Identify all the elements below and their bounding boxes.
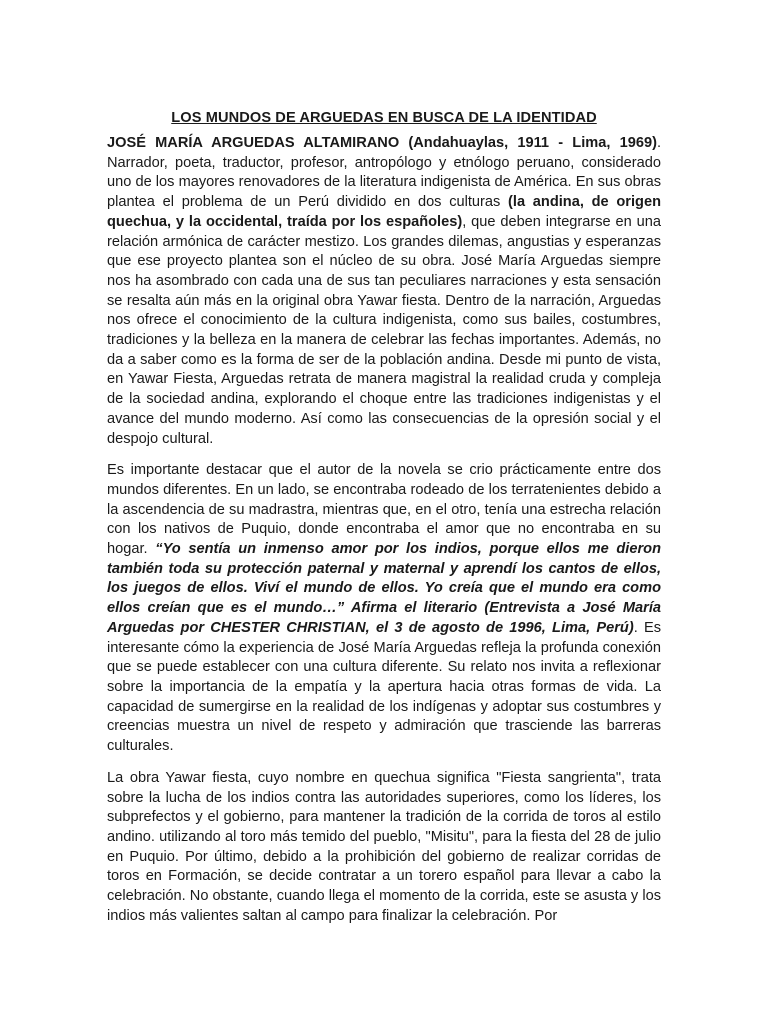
author-name: JOSÉ MARÍA ARGUEDAS ALTAMIRANO bbox=[107, 135, 400, 151]
paragraph-2-text-1: Es importante destacar que el autor de la novela se crio prácticamente entre dos mundos diferentes. En un lado, se encontraba rodeado de los terratenientes debido a la ascendencia de su madrastra, mientras que, en el otro, tenía una estrecha relación con los nativos de Puquio, donde encontraba el amor que no encontraba en su hogar. bbox=[107, 462, 661, 558]
paragraph-2-text-2: . Es interesante cómo la experiencia de José María Arguedas refleja la profunda conexión que se puede establecer con una cultura diferente. Su relato nos invita a reflexionar sobre la importancia de la empatía y la apertura hacia otras formas de vida. La capacidad de sumergirse en la realidad de los indígenas y adoptar sus costumbres y creencias muestra un nivel de respeto y admiración que trasciende las barreras culturales. bbox=[107, 619, 661, 755]
paragraph-1 bbox=[107, 134, 661, 449]
document-title: LOS MUNDOS DE ARGUEDAS EN BUSCA DE LA IDENTIDAD bbox=[171, 110, 597, 126]
paragraph-3 bbox=[107, 769, 661, 927]
paragraph-3-text-1: La obra Yawar fiesta, cuyo nombre en quechua significa "Fiesta sangrienta", trata sobre la lucha de los indios contra las autoridades superiores, como los líderes, los subprefectos y el gobierno, para mantener la tradición de la corrida de toros al estilo andino. utilizando al toro más temido del pueblo, "Misitu", para la fiesta del 28 de julio en Puquio. Por último, debido a la prohibición del gobierno de realizar corridas de toros en Formación, se decide contratar a un torero español para llevar a cabo la celebración. No obstante, cuando llega el momento de la corrida, este se asusta y los indios más valientes saltan al campo para finalizar la celebración. Por bbox=[107, 769, 661, 924]
paragraph-2-quote: “Yo sentía un inmenso amor por los indios, porque ellos me dieron también toda su protección paternal y maternal y aprendí los cantos de ellos, los juegos de ellos. Viví el mundo de ellos. Yo creía que el mundo era como ellos creían que es el mundo…” Afirma el literario (Entrevista a José María Arguedas por CHESTER CHRISTIAN, el 3 de agosto de 1996, Lima, Perú) bbox=[107, 541, 661, 636]
paragraph-1-bold-cultures: (la andina, de origen quechua, y la occidental, traída por los españoles) bbox=[107, 194, 661, 230]
paragraph-1-text-2: , que deben integrarse en una relación armónica de carácter mestizo. Los grandes dilemas, angustias y esperanzas que ese proyecto plantea son el núcleo de su obra. José María Arguedas siempre nos ha asombrado con cada una de sus tan peculiares narraciones y esta sensación se resalta aún más en la original obra Yawar fiesta. Dentro de la narración, Arguedas nos ofrece el conocimiento de la cultura indigenista, como sus bailes, costumbres, tradiciones y la belleza en la manera de celebrar las fechas importantes. Además, no da a saber como es la forma de ser de la población andina. Desde mi punto de vista, en Yawar Fiesta, Arguedas retrata de manera magistral la realidad cruda y compleja de la sociedad andina, explorando el choque entre las tradiciones indigenistas y el avance del mundo moderno. Así como las consecuencias de la opresión social y el despojo cultural. bbox=[107, 213, 661, 447]
author-dates: (Andahuaylas, 1911 - Lima, 1969) bbox=[399, 135, 657, 151]
document-page bbox=[107, 108, 661, 938]
paragraph-1-text-1: . Narrador, poeta, traductor, profesor, antropólogo y etnólogo peruano, considerado uno de los mayores renovadores de la literatura indigenista de América. En sus obras plantea el problema de un Perú dividido en dos culturas bbox=[107, 135, 661, 211]
paragraph-2 bbox=[107, 461, 661, 757]
